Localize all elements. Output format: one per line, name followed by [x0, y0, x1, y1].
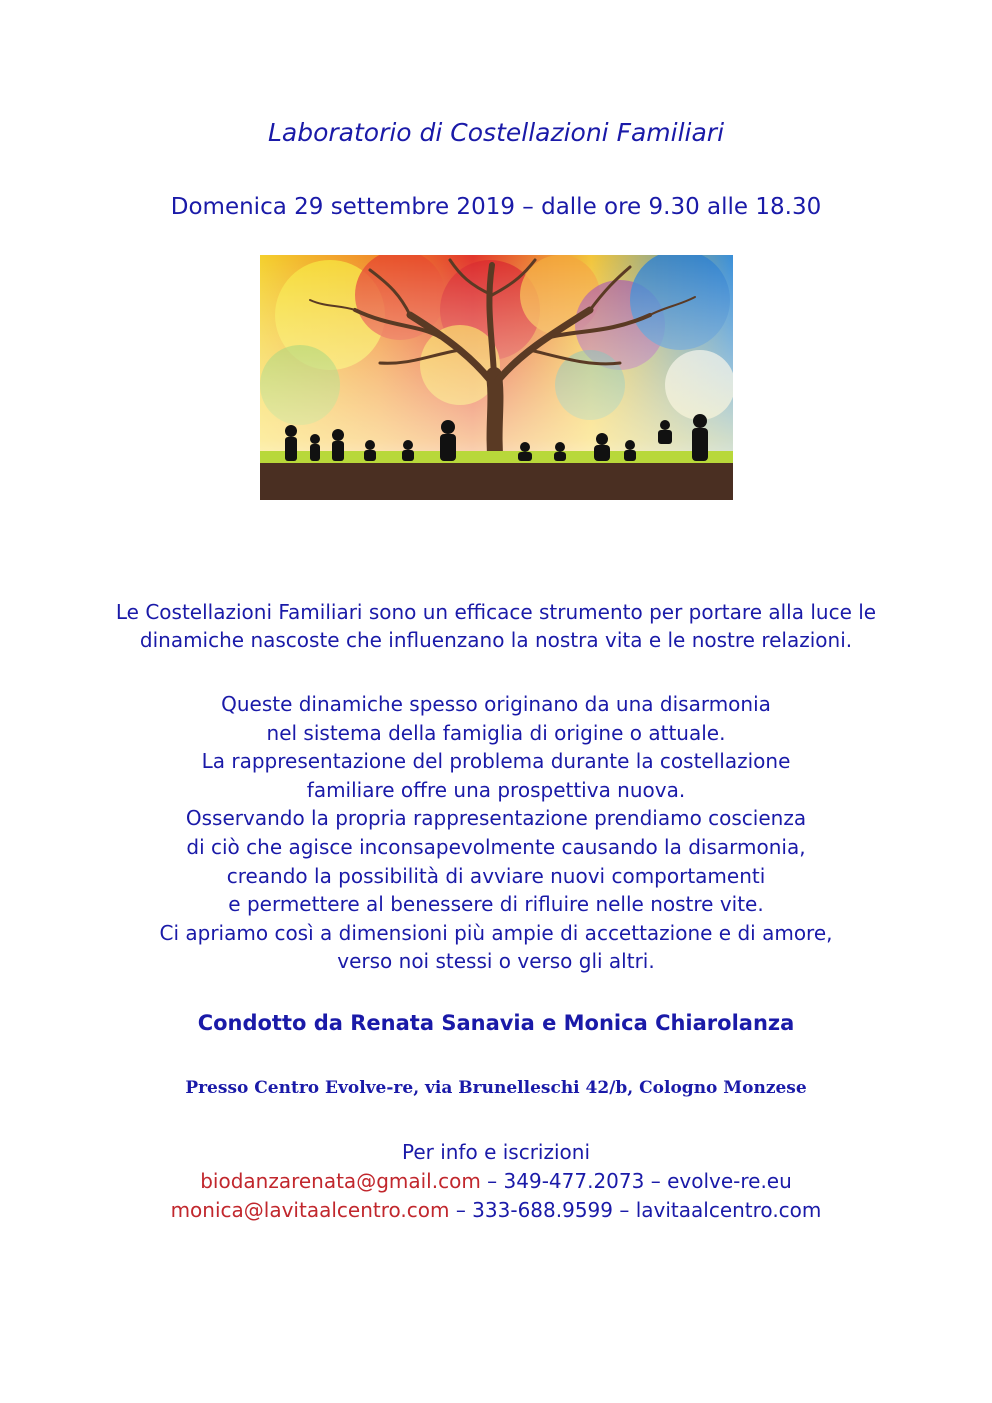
family-tree-illustration: [260, 255, 733, 500]
contact-info: [0, 1138, 992, 1225]
body-line: Osservando la propria rappresentazione prendiamo coscienza: [185, 806, 807, 831]
body-line: Ci apriamo così a dimensioni più ampie di accettazione e di amore,: [159, 920, 833, 945]
email-link[interactable]: monica@lavitaalcentro.com: [170, 1198, 450, 1222]
event-date: Domenica 29 settembre 2019 – dalle ore 9.30 alle 18.30: [170, 194, 822, 220]
body-line: La rappresentazione del problema durante la costellazione: [201, 749, 791, 774]
body-line: nel sistema della famiglia di origine o attuale.: [266, 720, 726, 745]
contact-details: – 333-688.9599 – lavitaalcentro.com: [449, 1198, 822, 1222]
intro-paragraph: [0, 598, 992, 654]
contact-line: [0, 1196, 992, 1225]
venue-line: Presso Centro Evolve-re, via Brunelleschi 42/b, Cologno Monzese: [185, 1078, 807, 1098]
body-line: di ciò che agisce inconsapevolmente causando la disarmonia,: [186, 834, 806, 859]
body-line: e permettere al benessere di rifluire nelle nostre vite.: [228, 892, 764, 917]
body-paragraph: [0, 690, 992, 976]
intro-line: Le Costellazioni Familiari sono un efficace strumento per portare alla luce le: [115, 600, 877, 624]
email-link[interactable]: biodanzarenata@gmail.com: [200, 1169, 481, 1193]
body-line: verso noi stessi o verso gli altri.: [337, 949, 655, 974]
info-heading: Per info e iscrizioni: [401, 1140, 591, 1164]
contact-details: – 349-477.2073 – evolve-re.eu: [480, 1169, 792, 1193]
contact-line: [0, 1167, 992, 1196]
page-title: Laboratorio di Costellazioni Familiari: [267, 118, 725, 147]
body-line: creando la possibilità di avviare nuovi comportamenti: [226, 863, 766, 888]
hosts-line: Condotto da Renata Sanavia e Monica Chiarolanza: [197, 1011, 795, 1035]
body-line: familiare offre una prospettiva nuova.: [306, 777, 686, 802]
intro-line: dinamiche nascoste che influenzano la nostra vita e le nostre relazioni.: [139, 628, 853, 652]
body-line: Queste dinamiche spesso originano da una disarmonia: [221, 692, 771, 716]
